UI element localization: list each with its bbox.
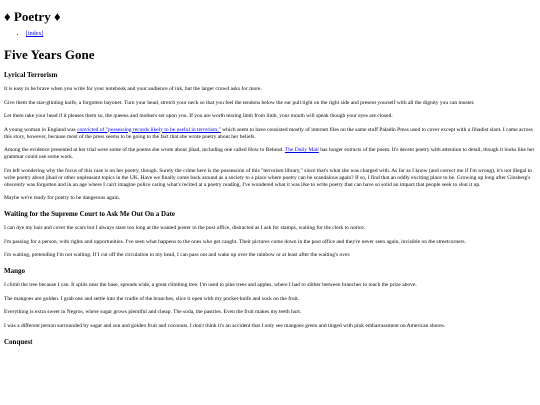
paragraph: The mangoes are golden. I grab one and settle into the cradle of the branches, slice it open with my pocket-knife and suck on the fruit.	[4, 295, 300, 302]
paragraph: I can dye my hair and cover the scars but I always stare too long at the wanted poster in the post office, distracted as I ask for stamps, waiting for the clerk to notice.	[4, 225, 366, 231]
paragraph: I'm passing for a person, with rights and opportunities. I've seen what happens to the ones who get caught. Their pictures come down in the post office and they're never seen again, invisible on the streetcorners.	[4, 238, 466, 245]
paragraph: Everything is extra sweet in Negros, where sugar grows plentiful and cheap. The soda, the pastries. Even the fruit makes my teeth hurt.	[4, 309, 302, 315]
paragraph: I climb the tree because I can. It splits near the base, spreads wide, a great climbing tree. I'm used to pine trees and apples, where I had to slither between branches to reach the prize above.	[4, 282, 417, 288]
section-heading: Conquest	[4, 337, 33, 346]
paragraph: Let them take your head if it pleases them so, the queens and mothers set upon you. If you are worth tearing limb from limb, your mouth will speak though your eyes are closed.	[4, 113, 393, 119]
section-heading: Lyrical Terrorism	[4, 71, 58, 79]
paragraph: I was a different person surrounded by sugar and sun and golden fruit and coconuts. I don't think it's an accident that I only see mangoes green and tinged with pink embarrassment on American shores.	[4, 322, 446, 329]
nav-item-index	[26, 30, 536, 38]
paragraph: It is easy to be brave when you write for your notebook and your audience of ink, but the larger crowd asks for more.	[4, 86, 262, 92]
paragraph: Give them the star-glinting knife, a forgotten bayonet. Turn your head, stretch your neck so that you feel the tendons below the ear pull tight on the right side and present yourself with all the dignity you can muster.	[4, 99, 475, 106]
paragraph: Among the evidence presented at her trial were some of the poems she wrote about jihad, including one called How to Behead. The Daily Mail has longer extracts of the poem. It's decent poetry with attention to detail, though it looks like her grammar could use some work.	[4, 147, 535, 160]
paragraph: I'm left wondering why the focus of this case is on her poetry, though. Surely the crime here is the possession of this "terrorism library," since that's what she was charged with. As far as I know (and correct me if I'm wrong), it's not illegal to write poetry about jihad or other unpleasant topics in the UK. Have we finally come back around as a society to a place where poetry can be scandalous again? If so, I find that an oddly exciting place to be. Growing up long after Ginsberg's obscenity was forgotten and in an age where I can't imagine police caring what's recited at a poetry reading, I've wondered what it was like to write poetry that can have so solid an impact that people seek to shut it up.	[4, 167, 533, 188]
section-heading: Mango	[4, 267, 25, 275]
inline-link[interactable]: The Daily Mail	[284, 147, 319, 153]
paragraph: I'm waiting, pretending I'm not waiting. If I cut off the circulation to my head, I can pass out and wake up over the rainbow or at least after the waiting's over.	[4, 252, 351, 258]
page-title: Five Years Gone	[4, 47, 95, 62]
article-content	[4, 71, 536, 347]
paragraph: Maybe we're ready for poetry to be dangerous again.	[4, 195, 120, 201]
paragraph: A young woman in England was convicted of "possessing records likely to be useful in terrorism," which seem to have consisted mostly of internet files on the same stuff Paladin Press used to cover except with a Jihadist slant. I came across this story, however, because most of the press seems to be going to the fact that she wrote poetry about her beliefs.	[4, 126, 533, 140]
section-heading: Waiting for the Supreme Court to Ask Me Out On a Date	[4, 210, 176, 218]
index-link[interactable]: [index]	[26, 31, 44, 37]
nav-list	[4, 30, 536, 38]
inline-link[interactable]: convicted of "possessing records likely to be useful in terrorism,"	[77, 126, 221, 133]
site-title: ♦ Poetry ♦	[4, 9, 61, 24]
